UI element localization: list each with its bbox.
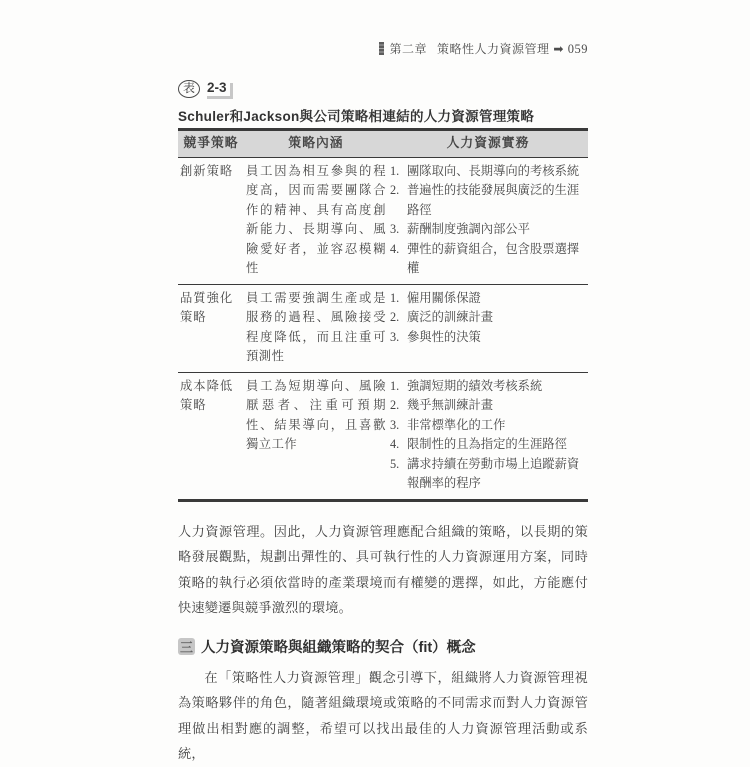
table-row-quality xyxy=(178,284,588,372)
strategy-cell: 創新策略 xyxy=(178,157,244,284)
practice-item: 幾乎無訓練計畫 xyxy=(407,398,494,412)
table-title: Schuler和Jackson與公司策略相連結的人力資源管理策略 xyxy=(178,109,535,124)
chapter-label: 第二章 xyxy=(389,42,427,56)
practices-cell xyxy=(388,157,588,284)
practice-item: 薪酬制度強調內部公平 xyxy=(407,222,530,236)
section-number-badge-icon: 三 xyxy=(179,640,193,655)
section-heading xyxy=(178,636,588,658)
content-cell: 員工為短期導向、風險厭惡者、注重可預期性、結果導向，且喜歡獨立工作 xyxy=(246,378,386,451)
practice-item: 彈性的薪資組合，包含股票選擇權 xyxy=(407,241,580,275)
table-row-innovation xyxy=(178,157,588,284)
table-caption-badge xyxy=(178,79,588,99)
practice-item: 限制性的且為指定的生涯路徑 xyxy=(407,437,567,451)
hr-strategy-table xyxy=(178,128,588,502)
table-header-row xyxy=(178,130,588,158)
body-paragraph-2: 在「策略性人力資源管理」觀念引導下，組織將人力資源管理視為策略夥伴的角色，隨著組織環境或策略的不同需求而對人力資源管理做出相對應的調整，希望可以找出最佳的人力資源管理活動或系統， xyxy=(178,669,588,761)
table-row-cost-reduction xyxy=(178,372,588,500)
practice-item: 非常標準化的工作 xyxy=(407,417,506,432)
column-header-hr-practices: 人力資源實務 xyxy=(388,130,588,158)
practice-item: 廣泛的訓練計畫 xyxy=(407,310,494,324)
chapter-title: 策略性人力資源管理 xyxy=(436,42,550,56)
table-badge-icon: 表 xyxy=(178,80,200,98)
practice-item: 講求持續在勞動市場上追蹤薪資報酬率的程序 xyxy=(407,456,580,490)
practice-item: 僱用關係保證 xyxy=(407,290,481,305)
practice-item: 團隊取向、長期導向的考核系統 xyxy=(407,163,580,178)
column-header-strategy-content: 策略內涵 xyxy=(244,130,388,158)
column-header-competitive-strategy: 競爭策略 xyxy=(178,130,244,158)
strategy-cell: 品質強化策略 xyxy=(178,284,244,372)
section-heading-text: 人力資源策略與組織策略的契合（fit）概念 xyxy=(201,640,476,656)
practice-item: 普遍性的技能發展與廣泛的生涯路徑 xyxy=(407,183,580,217)
practices-cell xyxy=(388,372,588,500)
content-cell: 員工需要強調生產或是服務的過程、風險接受程度降低，而且注重可預測性 xyxy=(244,284,388,372)
strategy-cell: 成本降低策略 xyxy=(180,378,234,412)
practices-cell xyxy=(388,284,588,372)
running-header xyxy=(178,40,588,56)
practice-item: 強調短期的績效考核系統 xyxy=(407,378,543,393)
practices-list xyxy=(390,162,586,279)
body-paragraph-1: 人力資源管理。因此，人力資源管理應配合組織的策略，以長期的策略發展觀點，規劃出彈性的、具可執行性的人力資源運用方案，同時策略的執行必須依當時的產業環境而有權變的選擇，如此，方能應付快速變遷與競爭激烈的環境。 xyxy=(178,523,588,615)
content-cell: 員工因為相互參與的程度高，因而需要團隊合作的精神、具有高度創新能力、長期導向、風險愛好者，並容忍模糊性 xyxy=(244,157,388,284)
practices-list xyxy=(390,289,586,348)
arrow-right-icon: ➡ xyxy=(553,42,564,56)
page-number: 059 xyxy=(567,42,588,56)
chapter-marker-icon xyxy=(379,42,384,55)
table-number: 2-3 xyxy=(204,80,230,96)
book-page xyxy=(178,0,588,767)
practice-item: 參與性的決策 xyxy=(407,329,481,344)
practices-list xyxy=(390,377,586,494)
